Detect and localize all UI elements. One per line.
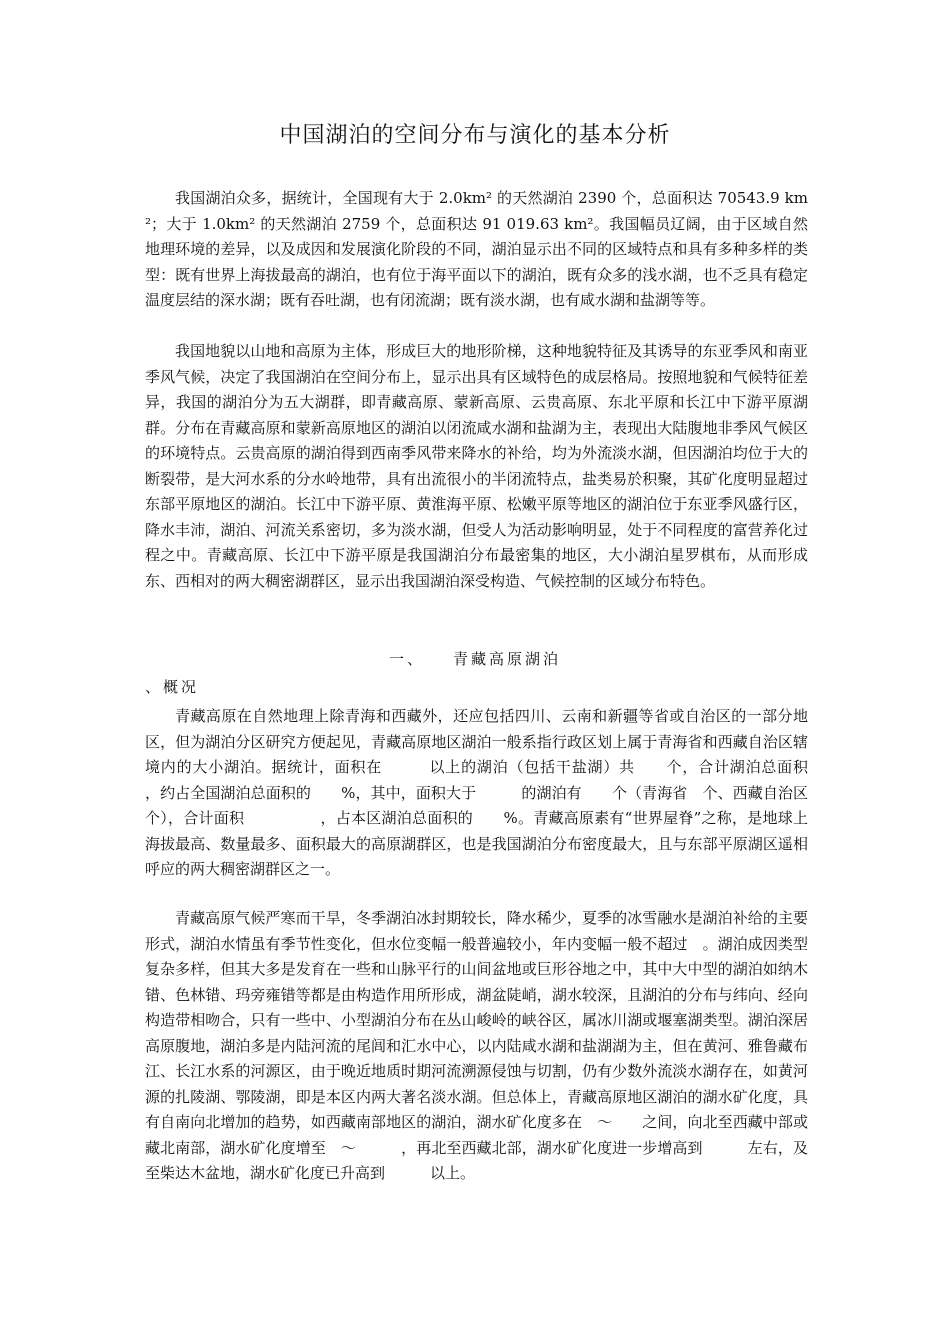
paragraph-plateau-climate: 青藏高原气候严寒而干旱，冬季湖泊冰封期较长，降水稀少，夏季的冰雪融水是湖泊补给的主要形式，湖泊水情虽有季节性变化，但水位变幅一般普遍较小，年内变幅一般不超过 。湖泊成因类型复杂多样，但其大多是发育在一些和山脉平行的山间盆地或巨形谷地之中，其中大中型的湖泊如纳木错、色林错、玛旁雍错等都是由构造作用所形成，湖盆陡峭，湖水较深，且湖泊的分布与纬向、经向构造带相吻合，只有一些中、小型湖泊分布在丛山峻岭的峡谷区，属冰川湖或堰塞湖类型。湖泊深居高原腹地，湖泊多是内陆河流的尾闾和汇水中心，以内陆咸水湖和盐湖湖为主，但在黄河、雅鲁藏布江、长江水系的河源区，由于晚近地质时期河流溯源侵蚀与切割，仍有少数外流淡水湖存在，如黄河源的扎陵湖、鄂陵湖，即是本区内两大著名淡水湖。但总体上，青藏高原地区湖泊的湖水矿化度，具有自南向北增加的趋势，如西藏南部地区的湖泊，湖水矿化度多在 ～ 之间，向北至西藏中部或藏北南部，湖水矿化度增至 ～ ，再北至西藏北部，湖水矿化度进一步增高到 左右，及至柴达木盆地，湖水矿化度已升高到 以上。 xyxy=(145,909,808,1182)
intro-paragraph-block xyxy=(145,186,808,314)
paragraph-lake-distribution: 我国地貌以山地和高原为主体，形成巨大的地形阶梯，这种地貌特征及其诱导的东亚季风和南亚季风气候，决定了我国湖泊在空间分布上，显示出具有区域特色的成层格局。按照地貌和气候特征差异，我国的湖泊分为五大湖群，即青藏高原、蒙新高原、云贵高原、东北平原和长江中下游平原湖群。分布在青藏高原和蒙新高原地区的湖泊以闭流咸水湖和盐湖为主，表现出大陆腹地非季风气候区的环境特点。云贵高原的湖泊得到西南季风带来降水的补给，均为外流淡水湖，但因湖泊均位于大的断裂带，是大河水系的分水岭地带，具有出流很小的半闭流特点，盐类易於积聚，其矿化度明显超过东部平原地区的湖泊。长江中下游平原、黄淮海平原、松嫩平原等地区的湖泊位于东亚季风盛行区，降水丰沛，湖泊、河流关系密切，多为淡水湖，但受人为活动影响明显，处于不同程度的富营养化过程之中。青藏高原、长江中下游平原是我国湖泊分布最密集的地区，大小湖泊星罗棋布，从而形成东、西相对的两大稠密湖群区，显示出我国湖泊深受构造、气候控制的区域分布特色。 xyxy=(145,342,808,590)
document-title: 中国湖泊的空间分布与演化的基本分析 xyxy=(279,123,671,148)
overview-paragraph-block xyxy=(145,704,884,883)
paragraph-lake-statistics: 我国湖泊众多，据统计，全国现有大于 2.0km² 的天然湖泊 2390 个，总面积达 70543.9 km²；大于 1.0km² 的天然湖泊 2759 个，总面积达 91 019.63 km²。我国幅员辽阔，由于区域自然地理环境的差异，以及成因和发展演化阶段的不同，湖泊显示出不同的区域特点和具有多种多样的类型：既有世界上海拔最高的湖泊，也有位于海平面以下的湖泊，既有众多的浅水湖，也不乏具有稳定温度层结的深水湖；既有吞吐湖，也有闭流湖；既有淡水湖，也有咸水湖和盐湖等等。 xyxy=(145,189,808,309)
section-title: 青藏高原湖泊 xyxy=(453,650,562,668)
distribution-paragraph-block xyxy=(145,339,808,594)
section-number: 一、 xyxy=(388,650,425,668)
section-heading xyxy=(0,648,950,669)
paragraph-plateau-overview: 青藏高原在自然地理上除青海和西藏外，还应包括四川、云南和新疆等省或自治区的一部分地区，但为湖泊分区研究方便起见，青藏高原地区湖泊一般系指行政区划上属于青海省和西藏自治区辖境内的大小湖泊。据统计，面积在 以上的湖泊（包括干盐湖）共 个，合计湖泊总面积 ，约占全国湖泊总面积的 %，其中，面积大于 的湖泊有 个（青海省 个、西藏自治区 个），合计面积 ，占本区湖泊总面积的 %。青藏高原素有“世界屋脊”之称，是地球上海拔最高、数量最多、面积最大的高原湖群区，也是我国湖泊分布密度最大，且与东部平原湖区遥相呼应的两大稠密湖群区之一。 xyxy=(145,707,884,878)
subsection-heading: 、概况 xyxy=(145,678,200,696)
climate-paragraph-block xyxy=(145,906,808,1187)
